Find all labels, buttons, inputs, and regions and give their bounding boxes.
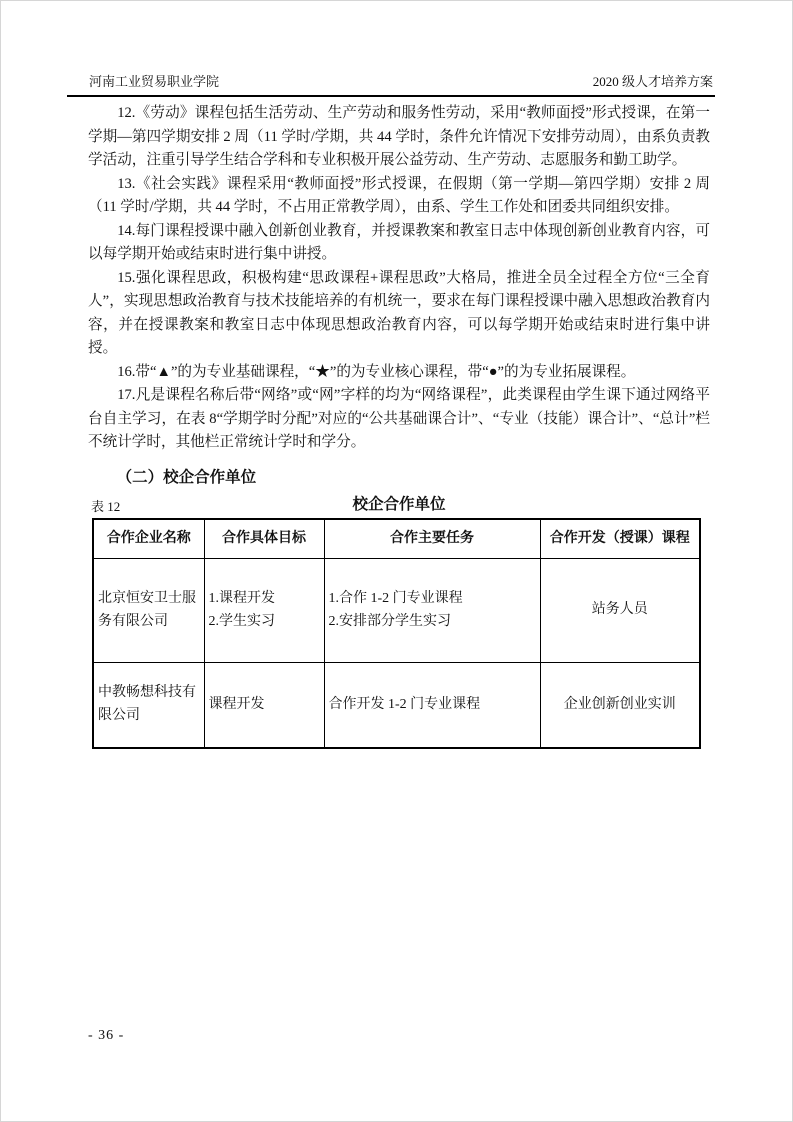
cell-tasks [324,559,540,663]
cell-courses: 企业创新创业实训 [540,663,700,748]
goal-line: 课程开发 [208,696,265,712]
header-cell-company: 合作企业名称 [93,519,204,559]
header-school-name: 河南工业贸易职业学院 [89,74,220,89]
cell-company: 北京恒安卫士服务有限公司 [93,559,204,663]
task-line: 1.合作 1-2 门专业课程 [328,591,463,606]
section-heading: （二）校企合作单位 [116,468,257,486]
table-header-row [93,519,700,559]
goal-line: 2.学生实习 [208,613,275,629]
page-number: - 36 - [88,1028,125,1043]
page-header [67,73,715,97]
table-row [93,663,700,748]
document-body [88,102,710,749]
header-cell-courses: 合作开发（授课）课程 [540,519,700,559]
header-cell-goals: 合作具体目标 [204,519,324,559]
table-label: 表 12 [91,498,121,514]
header-cell-tasks: 合作主要任务 [324,519,540,559]
paragraph-16: 16.带“▲”的为专业基础课程，“★”的为专业核心课程，带“●”的为专业拓展课程。 [117,363,636,380]
paragraph-13: 13.《社会实践》课程采用“教师面授”形式授课，在假期（第一学期—第四学期）安排 2 周（11 学时/学期，共 44 学时，不占用正常教学周），由系、学生工作处和团委共同组织安排。 [88,175,710,215]
cell-courses: 站务人员 [540,559,700,663]
paragraph-15: 15.强化课程思政，积极构建“思政课程+课程思政”大格局，推进全员全过程全方位“三全育人”，实现思想政治教育与技术技能培养的有机统一，要求在每门课程授课中融入思想政治教育内容，并在授课教案和教室日志中体现思想政治教育内容，可以每学期开始或结束时进行集中讲授。 [88,269,710,356]
paragraph-12: 12.《劳动》课程包括生活劳动、生产劳动和服务性劳动，采用“教师面授”形式授课，在第一学期—第四学期安排 2 周（11 学时/学期，共 44 学时，条件允许情况下安排劳动周），由系负责教学活动，注重引导学生结合学科和专业积极开展公益劳动、生产劳动、志愿服务和勤工助学。 [88,105,710,168]
task-line: 2.安排部分学生实习 [328,613,451,629]
table-caption-row [88,493,710,516]
table-caption: 校企合作单位 [352,495,446,513]
task-line: 合作开发 1-2 门专业课程 [328,696,481,712]
cell-goals [204,559,324,663]
goal-line: 1.课程开发 [208,591,275,606]
cooperation-table [92,518,701,749]
cell-company: 中教畅想科技有限公司 [93,663,204,748]
paragraph-17: 17.凡是课程名称后带“网络”或“网”字样的均为“网络课程”，此类课程由学生课下通过网络平台自主学习，在表 8“学期学时分配”对应的“公共基础课合计”、“专业（技能）课合计”、“总计”栏不统计学时，其他栏正常统计学时和学分。 [88,387,710,450]
paragraph-14: 14.每门课程授课中融入创新创业教育，并授课教案和教室日志中体现创新创业教育内容，可以每学期开始或结束时进行集中讲授。 [88,222,710,262]
table-row [93,559,700,663]
cell-goals [204,663,324,748]
header-plan-title: 2020 级人才培养方案 [592,74,713,89]
cell-tasks [324,663,540,748]
